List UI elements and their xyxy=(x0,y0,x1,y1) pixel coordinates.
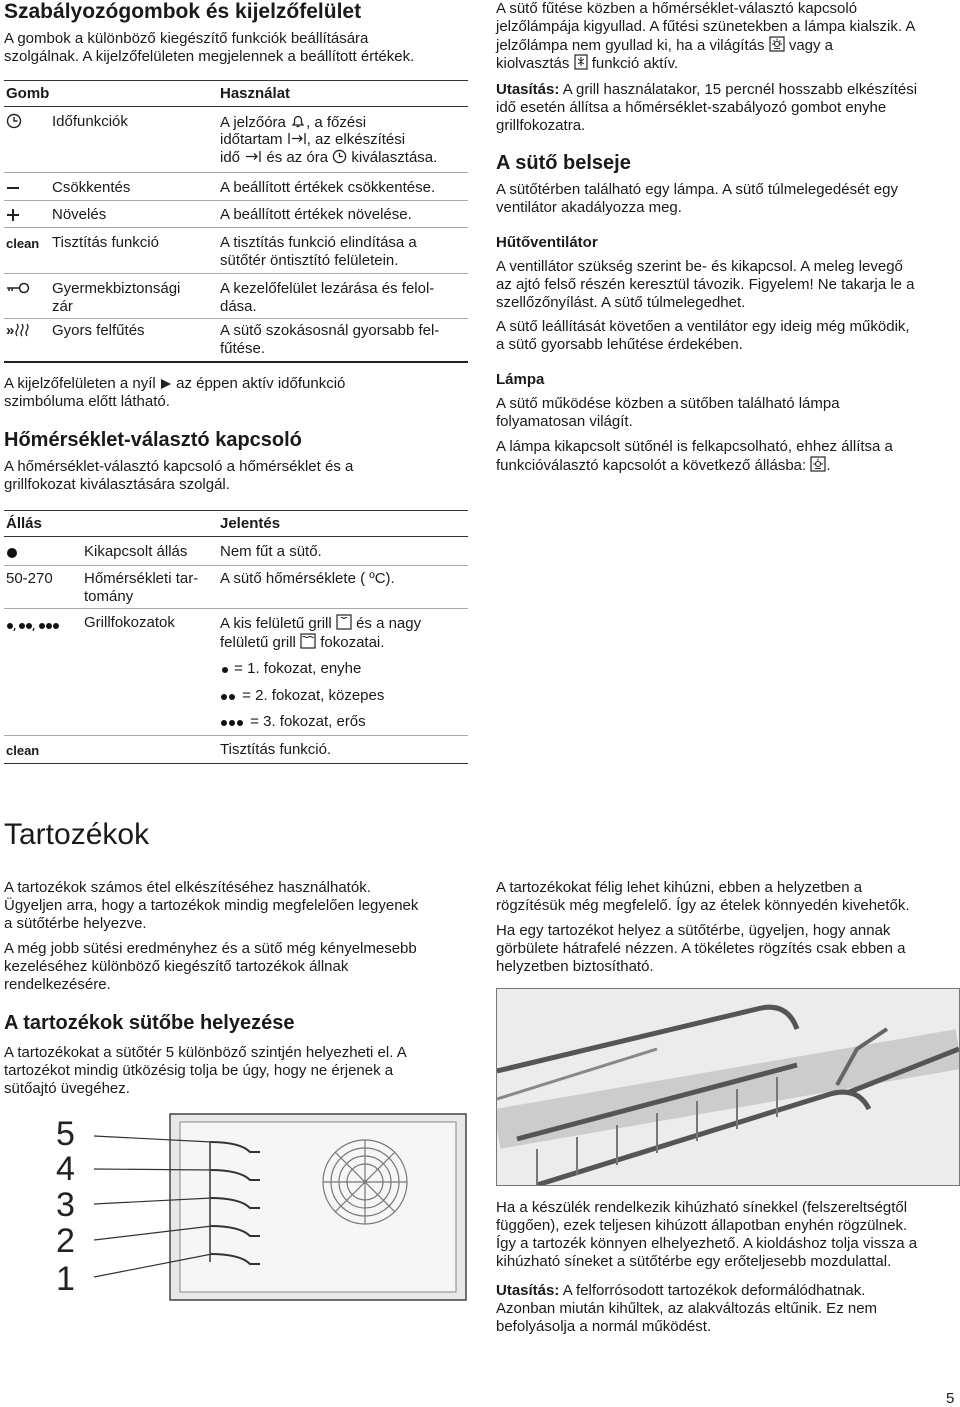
paragraph: görbülete hátrafelé nézzen. A tökéletes rögzítés csak ebben a xyxy=(496,940,906,957)
row-use: felületű grill fokozatai. xyxy=(220,633,384,654)
arrow-note: A kijelzőfelületen a nyíl az éppen aktív időfunkció xyxy=(4,375,345,395)
note: Utasítás: A grill használatakor, 15 percnél hosszabb elkészítési xyxy=(496,81,918,98)
paragraph: A tartozékok számos étel elkészítéséhez használhatók. xyxy=(4,879,371,896)
row-use: A sütő szokásosnál gyorsabb fel- xyxy=(220,322,440,339)
row-use: A sütő hőmérséklete ( ºC). xyxy=(220,570,395,587)
grill-level: = 3. fokozat, erős xyxy=(220,713,366,733)
row-use: idő és az óra kiválasztása. xyxy=(220,149,437,169)
paragraph: a sütőtérbe helyezve. xyxy=(4,915,147,932)
note: grillfokozatra. xyxy=(496,117,586,134)
table-rule xyxy=(4,763,468,764)
table-header-hasznalat: Használat xyxy=(220,85,291,102)
subsection-title-insert: A tartozékok sütőbe helyezése xyxy=(4,1012,295,1034)
lamp-icon xyxy=(769,36,785,57)
note: befolyásolja a normál működést. xyxy=(496,1318,712,1335)
row-name: Hőmérsékleti tar- xyxy=(84,570,199,587)
section-title-temp: Hőmérséklet-választó kapcsoló xyxy=(4,429,302,451)
paragraph: szellőzőnyílást. A sütő túlmelegedhet. xyxy=(496,294,746,311)
paragraph: A sütő működése közben a sütőben található lámpa xyxy=(496,395,840,412)
subsection-title-fan: Hűtőventilátor xyxy=(496,234,598,251)
grill-level: = 2. fokozat, közepes xyxy=(220,687,384,707)
row-use: Tisztítás funkció. xyxy=(220,741,332,758)
row-divider xyxy=(4,200,468,201)
paragraph: Ha egy tartozékot helyez a sütőtérbe, ügyeljen, hogy annak xyxy=(496,922,891,939)
row-divider xyxy=(4,227,468,228)
row-divider xyxy=(4,318,468,319)
paragraph: az ajtó felső részén keresztül távozik. Figyelem! Ne takarja le a xyxy=(496,276,915,293)
row-name: zár xyxy=(52,298,73,315)
paragraph: Ügyeljen arra, hogy a tartozékok mindig megfelelően legyenek xyxy=(4,897,419,914)
paragraph: A ventillátor szükség szerint be- és kikapcsol. A meleg levegő xyxy=(496,258,903,275)
level-label: 4 xyxy=(56,1150,75,1188)
grill-dots-icon xyxy=(6,618,70,636)
level-label: 1 xyxy=(56,1260,75,1298)
page-number: 5 xyxy=(946,1390,955,1407)
paragraph: Így a tartozék könnyen elhelyezhető. A kioldáshoz tolja vissza a xyxy=(496,1235,918,1252)
paragraph: helyzetben biztosítható. xyxy=(496,958,654,975)
table-header-gomb: Gomb xyxy=(6,85,50,102)
row-use: A kis felületű grill és a nagy xyxy=(220,614,421,635)
duration-icon xyxy=(287,131,307,151)
level-label: 2 xyxy=(56,1222,75,1260)
clock-icon xyxy=(332,149,347,169)
row-name: Gyors felfűtés xyxy=(52,322,145,339)
table-rule xyxy=(4,536,468,537)
paragraph: folyamatosan világít. xyxy=(496,413,633,430)
off-dot-icon xyxy=(6,546,18,564)
row-name: Növelés xyxy=(52,206,107,223)
section-title-accessories: Tartozékok xyxy=(4,818,150,851)
end-time-icon xyxy=(244,149,262,169)
row-divider xyxy=(4,608,468,609)
intro-text: A gombok a különböző kiegészítő funkciók beállítására xyxy=(4,30,369,47)
oven-levels-figure xyxy=(30,1112,470,1302)
paragraph: rendelkezésére. xyxy=(4,976,111,993)
lamp-icon xyxy=(810,456,826,477)
paragraph: kezeléséhez különböző kiegészítő tartozékok állnak xyxy=(4,958,349,975)
table-header-allas: Állás xyxy=(6,515,42,532)
clock-icon xyxy=(6,113,22,134)
row-key: 50-270 xyxy=(6,570,53,587)
paragraph: a sütő gyorsabb lehűtése érdekében. xyxy=(496,336,743,353)
row-divider xyxy=(4,735,468,736)
paragraph: funkcióválasztó kapcsolót a következő állásba: . xyxy=(496,456,831,477)
paragraph: kihúzható síneket a sütőtérbe egy erőteljesebb mozdulattal. xyxy=(496,1253,892,1270)
key-icon xyxy=(6,281,30,300)
paragraph: A tartozékokat a sütőtér 5 különböző szintjén helyezheti el. A xyxy=(4,1044,407,1061)
paragraph: kiolvasztás funkció aktív. xyxy=(496,54,678,75)
row-use: időtartam , az elkészítési xyxy=(220,131,405,151)
clean-label: clean xyxy=(6,743,40,758)
note: idő esetén állítsa a hőmérséklet-szabályozó gombot enyhe xyxy=(496,99,887,116)
temp-intro: A hőmérséklet-választó kapcsoló a hőmérséklet és a xyxy=(4,458,354,475)
level-label: 5 xyxy=(56,1115,75,1153)
table-header-jelentes: Jelentés xyxy=(220,515,281,532)
row-name: Gyermekbiztonsági xyxy=(52,280,181,297)
arrow-note: szimbóluma előtt látható. xyxy=(4,393,170,410)
row-name: Kikapcsolt állás xyxy=(84,543,188,560)
table-rule xyxy=(4,80,468,81)
paragraph: Ha a készülék rendelkezik kihúzható sínekkel (felszereltségtől xyxy=(496,1199,908,1216)
row-name: Csökkentés xyxy=(52,179,131,196)
note: Utasítás: A felforrósodott tartozékok deformálódhatnak. xyxy=(496,1282,866,1299)
paragraph: jelzőlámpa nem gyullad ki, ha a világítás vagy a xyxy=(496,36,833,57)
temp-intro: grillfokozat kiválasztására szolgál. xyxy=(4,476,230,493)
row-name: Időfunkciók xyxy=(52,113,128,130)
row-divider xyxy=(4,273,468,274)
paragraph: sütőajtó üvegéhez. xyxy=(4,1080,130,1097)
paragraph: tartozékot mindig ütközésig tolja be úgy, hogy ne érjenek a xyxy=(4,1062,394,1079)
row-divider xyxy=(4,565,468,566)
clean-label: clean xyxy=(6,236,40,251)
row-use: A kezelőfelület lezárása és felol- xyxy=(220,280,435,297)
paragraph: rögzítésük még megfelelő. Így az ételek könnyedén kivehetők. xyxy=(496,897,910,914)
row-use: A beállított értékek növelése. xyxy=(220,206,412,223)
paragraph: A lámpa kikapcsolt sütőnél is felkapcsolható, ehhez állítsa a xyxy=(496,438,893,455)
paragraph: ventilátor akadályozza meg. xyxy=(496,199,682,216)
row-name: tomány xyxy=(84,588,134,605)
row-use: sütőtér öntisztító felületein. xyxy=(220,252,399,269)
row-name: Tisztítás funkció xyxy=(52,234,159,251)
subsection-title-lamp: Lámpa xyxy=(496,371,545,388)
level-label: 3 xyxy=(56,1186,75,1224)
intro-text: szolgálnak. A kijelzőfelületen megjelennek a beállított értékek. xyxy=(4,48,415,65)
row-use: A tisztítás funkció elindítása a xyxy=(220,234,417,251)
fast-heat-icon: » xyxy=(6,322,30,340)
paragraph: A tartozékokat félig lehet kihúzni, ebben a helyzetben a xyxy=(496,879,863,896)
table-rule xyxy=(4,106,468,107)
defrost-icon xyxy=(574,54,588,75)
paragraph: függően), ezek teljesen kihúzott állapotban enyhén rögzülnek. xyxy=(496,1217,908,1234)
section-title-inner: A sütő belseje xyxy=(496,152,631,174)
row-use: dása. xyxy=(220,298,257,315)
paragraph: A sütő leállítását követően a ventilátor egy ideig még működik, xyxy=(496,318,910,335)
row-use: A beállított értékek csökkentése. xyxy=(220,179,436,196)
paragraph: A sütő fűtése közben a hőmérséklet-választó kapcsoló xyxy=(496,0,858,17)
plus-icon xyxy=(6,208,20,227)
rack-figure xyxy=(496,988,960,1186)
small-grill-icon xyxy=(336,614,352,635)
table-rule xyxy=(4,510,468,511)
row-divider xyxy=(4,172,468,173)
row-use: Nem fűt a sütő. xyxy=(220,543,322,560)
paragraph: jelzőlámpája kigyullad. A fűtési szünetekben a lámpa kialszik. A xyxy=(496,18,916,35)
row-name: Grillfokozatok xyxy=(84,614,175,631)
minus-icon xyxy=(6,181,20,200)
paragraph: A még jobb sütési eredményhez és a sütő még kényelmesebb xyxy=(4,940,417,957)
row-use: A jelzőóra , a főzési xyxy=(220,113,366,134)
row-use: fűtése. xyxy=(220,340,266,357)
paragraph: A sütőtérben található egy lámpa. A sütő túlmelegedését egy xyxy=(496,181,898,198)
table-rule xyxy=(4,361,468,363)
section-title-controls: Szabályozógombok és kijelzőfelület xyxy=(4,0,362,23)
note: Azonban miután kihűltek, az alakváltozás eltűnik. Ez nem xyxy=(496,1300,878,1317)
large-grill-icon xyxy=(300,633,316,654)
grill-level: = 1. fokozat, enyhe xyxy=(220,660,361,680)
